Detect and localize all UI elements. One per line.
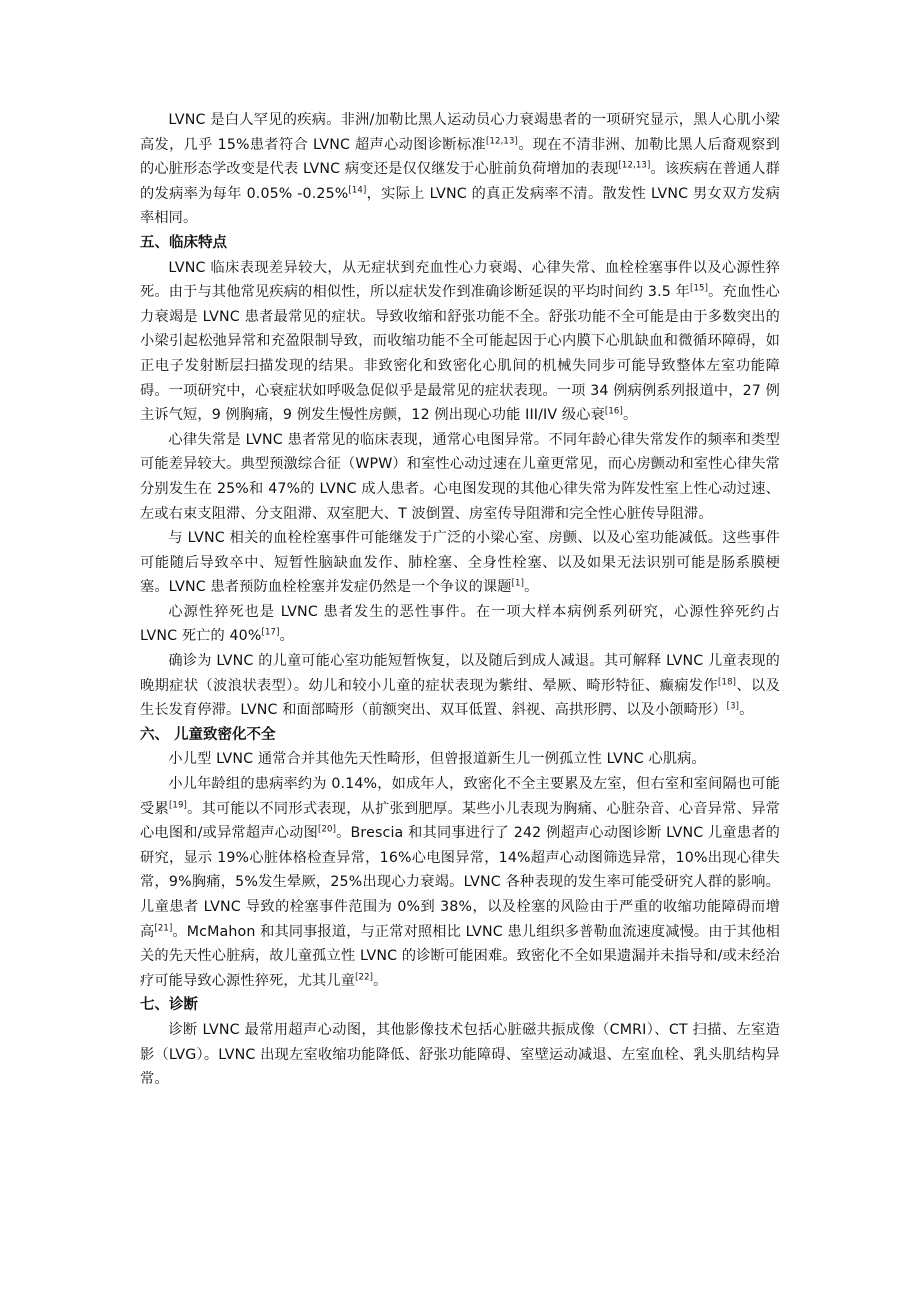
- citation-ref: [12,13]: [485, 135, 519, 146]
- citation-ref: [12,13]: [618, 160, 651, 171]
- text-run: 。McMahon 和其同事报道，与正常对照相比 LVNC 患儿组织多普勒血流速度减慢。由于其他相关的先天性心脏病，故儿童孤立性 LVNC 的诊断可能困难。致密化不全如果遗漏并未指导和/或未经治疗可能导致心源性猝死，尤其儿童: [140, 923, 780, 989]
- text-run: 七、诊断: [140, 997, 198, 1014]
- text-run: 小儿型 LVNC 通常合并其他先天性畸形，但曾报道新生儿一例孤立性 LVNC 心肌病。: [168, 751, 706, 768]
- body-paragraph: [140, 772, 780, 993]
- citation-ref: [16]: [604, 406, 623, 417]
- text-run: 心律失常是 LVNC 患者常见的临床表现，通常心电图异常。不同年龄心律失常发作的频率和类型可能差异较大。典型预激综合征（WPW）和室性心动过速在儿童更常见，而心房颤动和室性心律失常分别发生在 25%和 47%的 LVNC 成人患者。心电图发现的其他心律失常为阵发性室上性心动过速、左或右束支阻滞、分支阻滞、双室肥大、T 波倒置、房室传导阻滞和完全性心脏传导阻滞。: [140, 431, 780, 522]
- text-run: LVNC 临床表现差异较大，从无症状到充血性心力衰竭、心律失常、血栓栓塞事件以及心源性猝死。由于与其他常见疾病的相似性，所以症状发作到准确诊断延误的平均时间约 3.5 年: [140, 259, 780, 301]
- text-run: 与 LVNC 相关的血栓栓塞事件可能继发于广泛的小梁心室、房颤、以及心室功能减低。这些事件可能随后导致卒中、短暂性脑缺血发作、肺栓塞、全身性栓塞、以及如果无法识别可能是肠系膜梗塞。LVNC 患者预防血栓栓塞并发症仍然是一个争议的课题: [140, 530, 780, 596]
- section-heading: [140, 993, 780, 1018]
- citation-ref: [14]: [348, 185, 367, 196]
- text-run: 心源性猝死也是 LVNC 患者发生的恶性事件。在一项大样本病例系列研究，心源性猝死约占 LVNC 死亡的 40%: [140, 603, 780, 645]
- citation-ref: [1]: [511, 578, 525, 589]
- citation-ref: [20]: [317, 824, 337, 835]
- text-run: 。: [622, 407, 638, 424]
- body-paragraph: [140, 747, 780, 772]
- citation-ref: [21]: [154, 922, 173, 933]
- body-paragraph: [140, 526, 780, 600]
- section-heading: [140, 231, 780, 256]
- text-run: ，实际上 LVNC 的真正发病率不清。散发性 LVNC 男女双方发病率相同。: [140, 185, 781, 227]
- text-run: 。: [739, 702, 754, 719]
- citation-ref: [3]: [726, 701, 740, 712]
- document-page: [140, 108, 780, 1092]
- citation-ref: [18]: [718, 676, 737, 687]
- text-run: 。该疾病在普通人群的发病率为每年 0.05% -0.25%: [140, 161, 780, 202]
- body-paragraph: [140, 256, 780, 428]
- citation-ref: [15]: [690, 283, 709, 294]
- citation-ref: [19]: [168, 799, 187, 810]
- text-run: 。: [373, 972, 388, 989]
- text-run: 。现在不清非洲、加勒比黑人后裔观察到的心脏形态学改变是代表 LVNC 病变还是仅仅继发于心脏前负荷增加的表现: [140, 136, 780, 178]
- citation-ref: [17]: [261, 627, 280, 638]
- body-paragraph: [140, 108, 780, 231]
- text-run: 小儿年龄组的患病率约为 0.14%，如成年人，致密化不全主要累及左室，但右室和室间隔也可能受累: [140, 776, 780, 817]
- text-run: 。: [279, 628, 294, 645]
- body-paragraph: [140, 649, 780, 723]
- text-run: 。充血性心力衰竭是 LVNC 患者最常见的症状。导致收缩和舒张功能不全。舒张功能不全可能是由于多数突出的小梁引起松弛异常和充盈限制导致，而收缩功能不全可能起因于心内膜下心肌缺血和微循环障碍，如正电子发射断层扫描发现的结果。非致密化和致密化心肌间的机械失同步可能导致整体左室功能障碍。一项研究中，心衰症状如呼吸急促似乎是最常见的症状表现。一项 34 例病例系列报道中，27 例主诉气短，9 例胸痛，9 例发生慢性房颤，12 例出现心功能 III/IV 级心衰: [140, 284, 780, 424]
- citation-ref: [22]: [355, 972, 374, 983]
- text-run: LVNC 是白人罕见的疾病。非洲/加勒比黑人运动员心力衰竭患者的一项研究显示，黑人心肌小梁高发，几乎 15%患者符合 LVNC 超声心动图诊断标准: [140, 112, 780, 153]
- section-heading: [140, 723, 780, 748]
- text-run: 诊断 LVNC 最常用超声心动图，其他影像技术包括心脏磁共振成像（CMRI）、CT 扫描、左室造影（LVG）。LVNC 出现左室收缩功能降低、舒张功能障碍、室壁运动减退、左室血栓、乳头肌结构异常。: [140, 1021, 780, 1088]
- text-run: 。其可能以不同形式表现，从扩张到肥厚。某些小儿表现为胸痛、心脏杂音、心音异常、异常心电图和/或异常超声心动图: [140, 800, 780, 842]
- body-paragraph: [140, 428, 780, 526]
- text-run: 。Brescia 和其同事进行了 242 例超声心动图诊断 LVNC 儿童患者的研究，显示 19%心脏体格检查异常，16%心电图异常，14%超声心动图筛选异常，10%出现心律失常，9%胸痛，5%发生晕厥，25%出现心力衰竭。LVNC 各种表现的发生率可能受研究人群的影响。儿童患者 LVNC 导致的栓塞事件范围为 0%到 38%，以及栓塞的风险由于严重的收缩功能障碍而增高: [140, 825, 780, 940]
- text-run: 五、临床特点: [140, 234, 227, 251]
- text-run: 。: [524, 579, 539, 596]
- text-run: 六、 儿童致密化不全: [140, 726, 276, 743]
- text-run: 确诊为 LVNC 的儿童可能心室功能短暂恢复，以及随后到成人减退。其可解释 LVNC 儿童表现的晚期症状（波浪状表型）。幼儿和较小儿童的症状表现为紫绀、晕厥、畸形特征、癫痫发作: [140, 653, 780, 694]
- body-paragraph: [140, 600, 780, 649]
- text-run: 、以及生长发育停滞。LVNC 和面部畸形（前额突出、双耳低置、斜视、高拱形腭、以及小颌畸形）: [140, 677, 780, 719]
- body-paragraph: [140, 1018, 780, 1092]
